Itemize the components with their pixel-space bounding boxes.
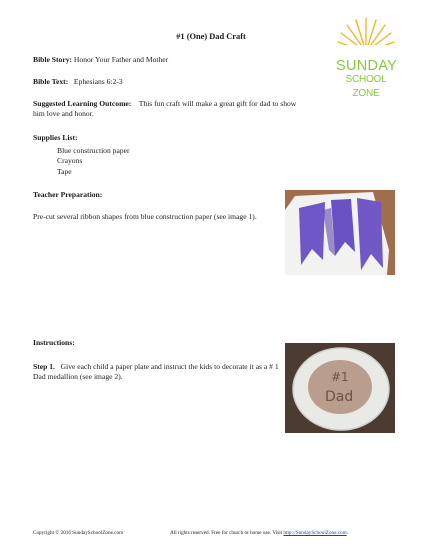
footer-end: . [346,530,348,536]
instructions-heading: Instructions: [33,338,75,347]
document-title: #1 (One) Dad Craft [176,32,246,41]
bible-text-value: Ephesians 6:2-3 [68,77,123,86]
preparation-text: Pre-cut several ribbon shapes from blue construction paper (see image 1). [33,212,257,221]
footer-copyright: Copyright © 2016 SundaySchoolZone.com [33,530,124,536]
ribbon-shapes-image [285,190,395,275]
footer-rights-text: All rights reserved. Free for church or home use. Visit [170,530,284,536]
bible-story [33,55,168,65]
step-1 [33,362,283,383]
plate-word: Dad [325,389,354,405]
supply-item: Crayons [57,156,83,166]
supplies-list [57,146,130,177]
logo-line-1: SUNDAY [336,58,398,74]
paper-plate-image [285,343,395,433]
outcome-label: Suggested Learning Outcome: [33,99,132,108]
preparation-heading: Teacher Preparation: [33,190,103,199]
footer-link[interactable]: http://SundaySchoolZone.com [283,530,347,536]
supplies-heading: Supplies List: [33,133,78,142]
logo-line-2: SCHOOL ZONE [345,74,387,99]
bible-story-label: Bible Story: [33,55,73,64]
sunday-school-zone-logo [336,14,398,99]
ribbon-shapes-photo [285,190,395,275]
bible-text [33,77,123,87]
outcome-value: This fun craft will make a great gift for dad to show him love and honor. [33,99,299,119]
supply-item: Tape [57,166,72,176]
learning-outcome [33,99,303,120]
bible-text-label: Bible Text: [33,77,69,86]
bible-story-value: Honor Your Father and Mother [72,55,169,64]
supply-item: Blue construction paper [57,146,130,155]
footer-rights [170,530,348,536]
paper-plate-photo [285,343,395,433]
plate-number: #1 [331,370,349,384]
step-1-label: Step 1. [33,362,55,371]
step-1-text: Give each child a paper plate and instruct the kids to decorate it as a # 1 Dad medallion (see image 2). [33,362,281,382]
sunburst-icon [336,14,396,54]
